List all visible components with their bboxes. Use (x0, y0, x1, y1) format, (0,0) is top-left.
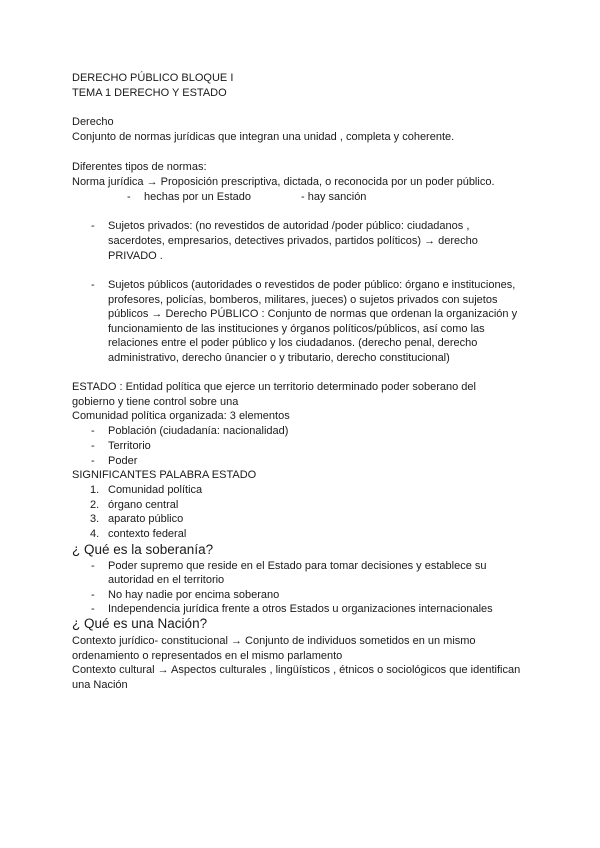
heading-tipos-normas: Diferentes tipos de normas: (72, 161, 207, 173)
norma-juridica: Norma jurídica → Proposición prescriptiva, dictada, o reconocida por un poder público. (72, 176, 495, 188)
significante-item: órgano central (108, 499, 179, 511)
list-number: 1. (90, 484, 100, 496)
significante-item: contexto federal (108, 528, 187, 540)
topic-title: TEMA 1 DERECHO Y ESTADO (72, 87, 227, 99)
soberania-item: Independencia jurídica frente a otros Estados u organizaciones internacionales (108, 603, 493, 615)
norma-subitem: - hay sanción (301, 191, 367, 203)
bullet-dash: - (91, 279, 95, 291)
question-nacion: ¿ Qué es una Nación? (72, 616, 208, 631)
elemento-item: Territorio (108, 440, 151, 452)
soberania-item: Poder supremo que reside en el Estado para tomar decisiones y establece su (108, 560, 487, 572)
soberania-item: autoridad en el territorio (108, 574, 225, 586)
soberania-item: No hay nadie por encima soberano (108, 589, 280, 601)
bullet-dash: - (127, 191, 131, 203)
estado-definition-line: gobierno y tiene control sobre una (72, 396, 239, 408)
bullet-dash: - (91, 425, 95, 437)
list-number: 4. (90, 528, 100, 540)
bullet-dash: - (91, 440, 95, 452)
bullet-dash: - (91, 603, 95, 615)
sujetos-publicos-line: relaciones entre el poder público y los ciudadanos. (derecho penal, derecho (108, 337, 478, 349)
significante-item: aparato público (108, 513, 184, 525)
sujetos-publicos-line: profesores, policías, bomberos, militares, jueces) o sujetos privados con sujetos (108, 294, 498, 306)
bullet-dash: - (91, 589, 95, 601)
nacion-line: Contexto jurídico- constitucional → Conjunto de individuos sometidos en un mismo (72, 635, 476, 647)
sujetos-publicos-line: Sujetos públicos (autoridades o revestidos de poder público: órgano e instituciones, (108, 279, 516, 291)
sujetos-privados-line: Sujetos privados: (no revestidos de autoridad /poder público: ciudadanos , (108, 220, 470, 232)
significante-item: Comunidad política (108, 484, 203, 496)
document-title: DERECHO PÚBLICO BLOQUE I (72, 72, 234, 84)
sujetos-privados-line: PRIVADO . (108, 250, 163, 262)
list-number: 2. (90, 499, 100, 511)
bullet-dash: - (91, 220, 95, 232)
list-number: 3. (90, 513, 100, 525)
nacion-line: ordenamiento o representados en el mismo parlamento (72, 650, 343, 662)
definition-derecho: Conjunto de normas jurídicas que integran una unidad , completa y coherente. (72, 131, 455, 143)
bullet-dash: - (91, 455, 95, 467)
elemento-item: Población (ciudadanía: nacionalidad) (108, 425, 289, 437)
norma-subitem: hechas por un Estado (144, 191, 252, 203)
heading-significantes: SIGNIFICANTES PALABRA ESTADO (72, 469, 257, 481)
sujetos-publicos-line: administrativo, derecho ûnancier o y tributario, derecho constitucional) (108, 352, 450, 364)
sujetos-privados-line: sacerdotes, empresarios, detectives privados, partidos políticos) → derecho (108, 235, 478, 247)
heading-derecho: Derecho (72, 116, 114, 128)
estado-definition-line: ESTADO : Entidad política que ejerce un territorio determinado poder soberano del (72, 381, 476, 393)
sujetos-publicos-line: funcionamiento de las instituciones y órganos políticos/públicos, así como las (108, 323, 485, 335)
elemento-item: Poder (108, 455, 138, 467)
nacion-line: una Nación (72, 679, 128, 691)
comunidad-politica: Comunidad política organizada: 3 elementos (72, 410, 290, 422)
sujetos-publicos-line: públicos → Derecho PÚBLICO : Conjunto de normas que ordenan la organización y (108, 308, 518, 320)
nacion-line: Contexto cultural → Aspectos culturales , lingüísticos , étnicos o sociológicos que identifican (72, 664, 521, 676)
bullet-dash: - (91, 560, 95, 572)
question-soberania: ¿ Qué es la soberanía? (72, 542, 214, 557)
